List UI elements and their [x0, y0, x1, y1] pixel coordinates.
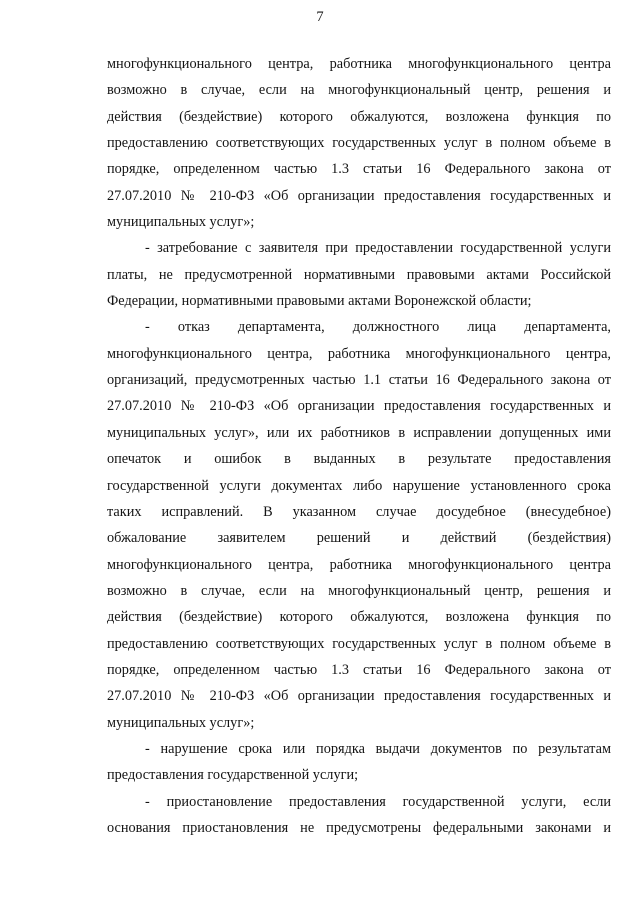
text-line: действия (бездействие) которого обжалуются, возложена функция по [107, 609, 611, 626]
text-line: - отказ департамента, должностного лица департамента, [145, 319, 611, 336]
document-body [107, 51, 611, 841]
text-line: предоставлению соответствующих государственных услуг в полном объеме в [107, 135, 611, 152]
text-line: таких исправлений. В указанном случае досудебное (внесудебное) [107, 503, 611, 520]
text-line: многофункционального центра, работника многофункционального центра [107, 556, 611, 573]
text-line: 27.07.2010 № 210-ФЗ «Об организации предоставления государственных и [107, 398, 611, 415]
text-line: многофункционального центра, работника многофункционального центра, [107, 345, 611, 362]
text-line: муниципальных услуг», или их работников в исправлении допущенных ими [107, 424, 611, 441]
text-line: Федерации, нормативными правовыми актами Воронежской области; [107, 293, 532, 310]
text-line: организаций, предусмотренных частью 1.1 статьи 16 Федерального закона от [107, 372, 611, 389]
text-line: 27.07.2010 № 210-ФЗ «Об организации предоставления государственных и [107, 187, 611, 204]
text-line: - затребование с заявителя при предоставлении государственной услуги [145, 240, 611, 257]
text-line: действия (бездействие) которого обжалуются, возложена функция по [107, 108, 611, 125]
text-line: - нарушение срока или порядка выдачи документов по результатам [145, 740, 611, 757]
text-line: основания приостановления не предусмотрены федеральными законами и [107, 819, 611, 836]
text-line: муниципальных услуг»; [107, 214, 255, 231]
text-line: порядке, определенном частью 1.3 статьи 16 Федерального закона от [107, 661, 611, 678]
text-line: 27.07.2010 № 210-ФЗ «Об организации предоставления государственных и [107, 688, 611, 705]
text-line: обжалование заявителем решений и действий (бездействия) [107, 530, 611, 547]
text-line: многофункционального центра, работника многофункционального центра [107, 56, 611, 72]
text-line: порядке, определенном частью 1.3 статьи 16 Федерального закона от [107, 161, 611, 178]
text-line: платы, не предусмотренной нормативными правовыми актами Российской [107, 266, 611, 283]
text-line: - приостановление предоставления государственной услуги, если [145, 793, 611, 810]
text-line: возможно в случае, если на многофункциональный центр, решения и [107, 82, 611, 99]
text-line: предоставления государственной услуги; [107, 767, 359, 784]
text-line: возможно в случае, если на многофункциональный центр, решения и [107, 582, 611, 599]
text-line: муниципальных услуг»; [107, 714, 255, 731]
page-number: 7 [316, 9, 324, 25]
text-line: государственной услуги документах либо нарушение установленного срока [107, 477, 611, 494]
text-line: опечаток и ошибок в выданных в результате предоставления [107, 451, 611, 468]
text-line: предоставлению соответствующих государственных услуг в полном объеме в [107, 635, 611, 652]
